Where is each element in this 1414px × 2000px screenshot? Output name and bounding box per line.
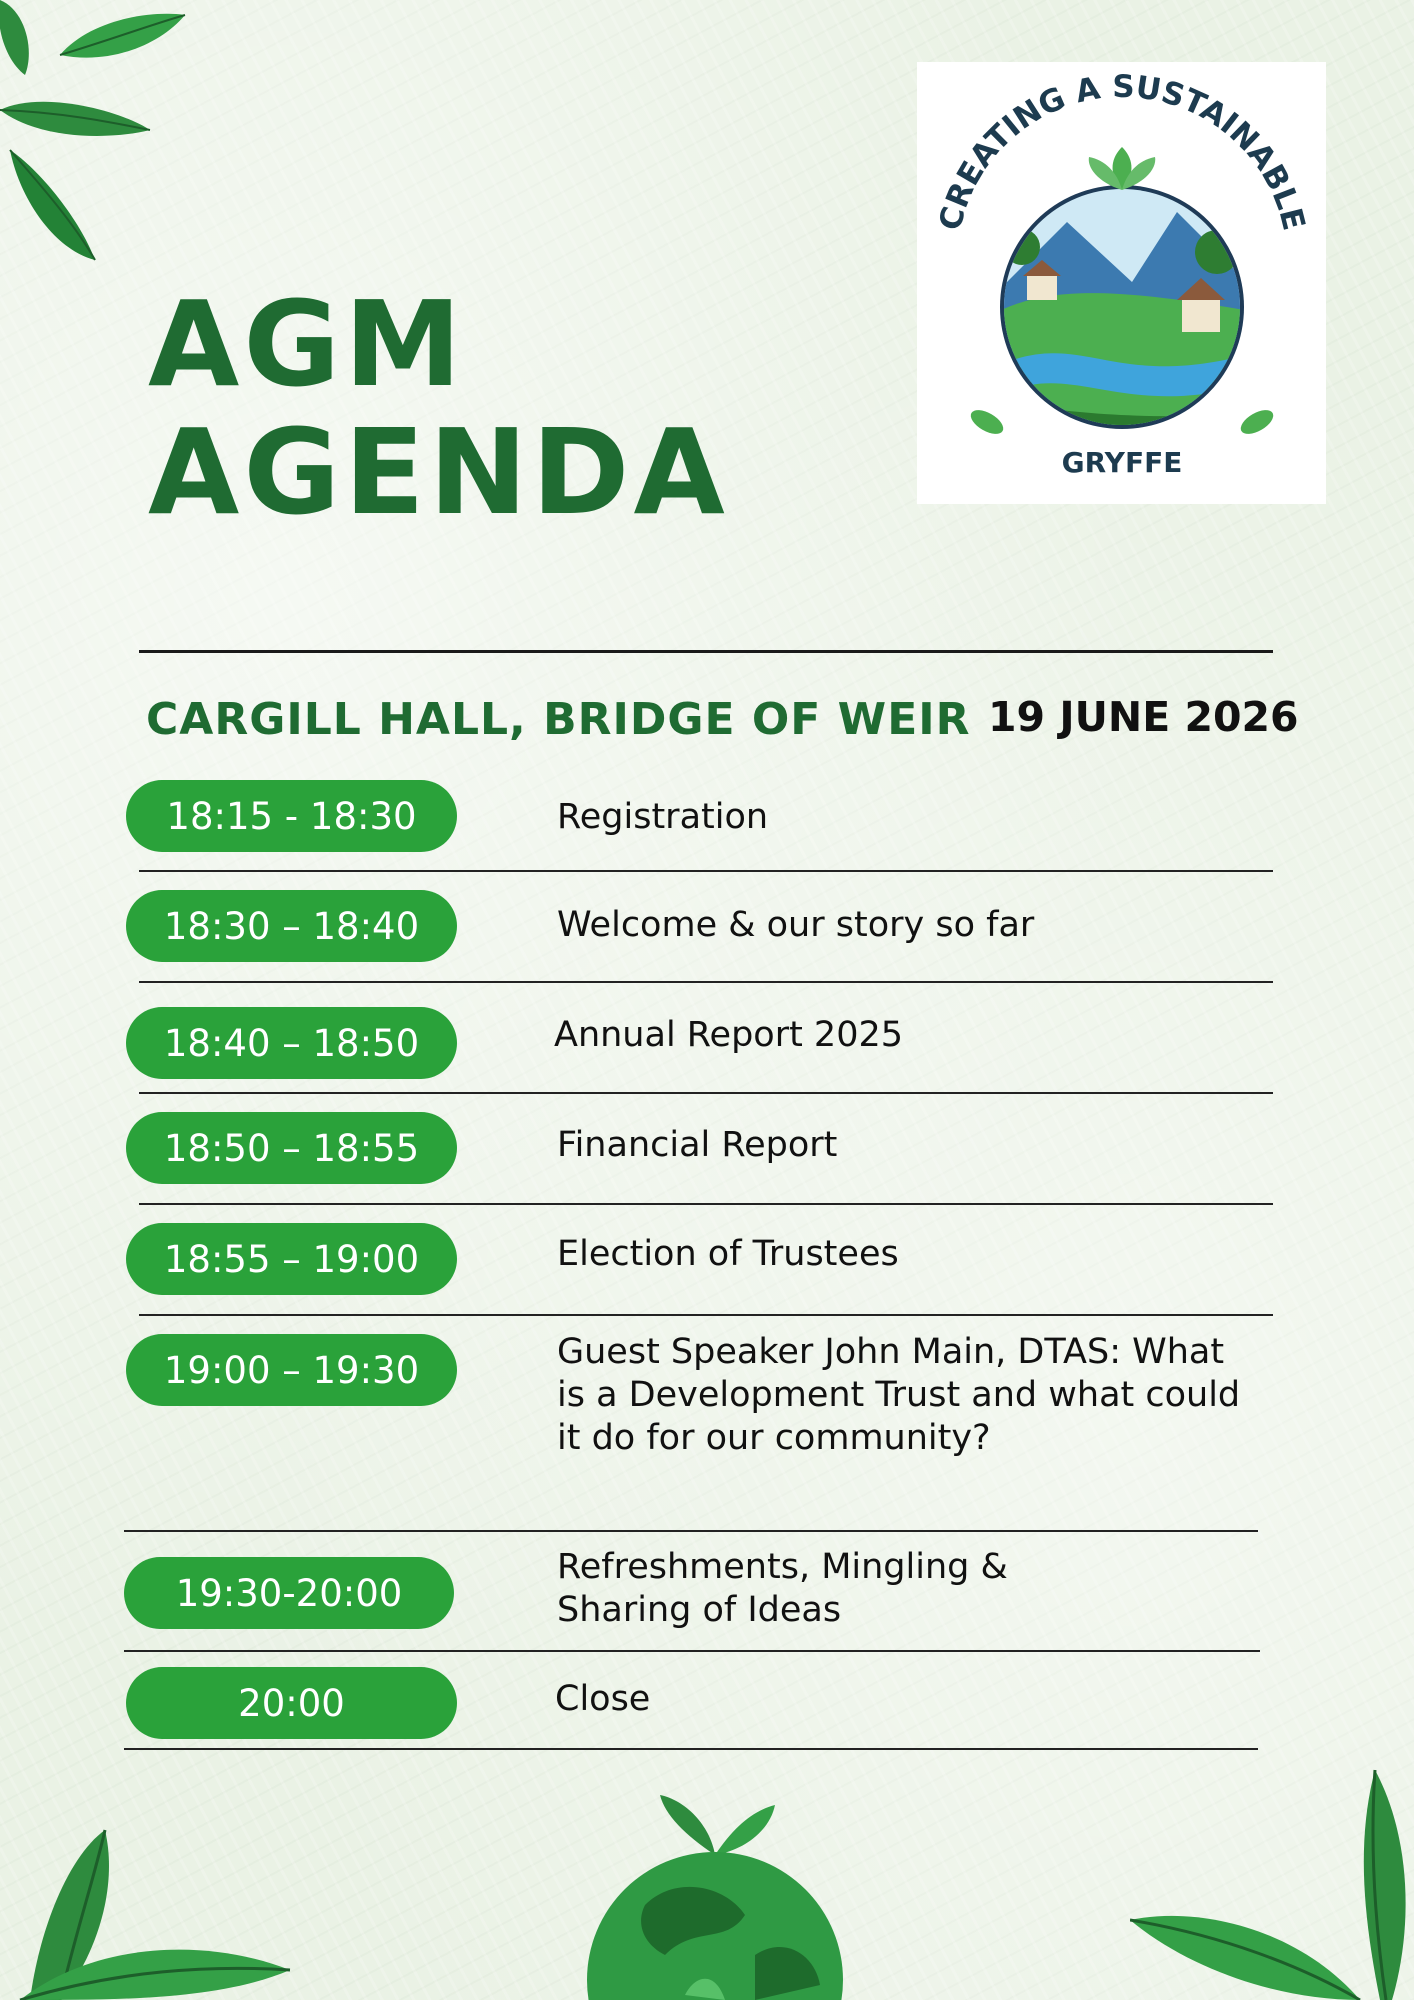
divider [139,1314,1273,1316]
time-pill: 18:40 – 18:50 [126,1007,457,1079]
logo [917,62,1326,504]
divider [139,981,1273,983]
leaf-icon [1130,1755,1414,2000]
agenda-item: Welcome & our story so far [557,905,1035,945]
time-pill: 18:15 - 18:30 [126,780,457,852]
agenda-item: Financial Report [557,1125,838,1165]
time-pill: 19:30-20:00 [124,1557,454,1629]
venue: CARGILL HALL, BRIDGE OF WEIR [146,694,971,745]
event-date: 19 JUNE 2026 [988,693,1299,741]
agenda-item: Close [555,1679,651,1719]
agenda-item: Guest Speaker John Main, DTAS: What is a Development Trust and what could it do for our community? [557,1332,1241,1458]
divider [124,1748,1258,1750]
agenda-item: Registration [557,797,769,837]
title-agm: AGM [148,275,466,413]
time-pill: 18:55 – 19:00 [126,1223,457,1295]
agenda-item: Refreshments, Mingling & Sharing of Ideas [557,1547,1008,1630]
time-pill: 19:00 – 19:30 [126,1334,457,1406]
globe-icon [575,1755,855,2000]
header-rule [139,650,1273,653]
divider [124,1530,1258,1532]
agenda-item: Election of Trustees [557,1234,899,1274]
time-pill: 18:30 – 18:40 [126,890,457,962]
leaf-icon [0,0,190,270]
logo-arc-text: CREATING A SUSTAINABLE [932,68,1312,234]
leaf-icon [0,1755,300,2000]
time-pill: 18:50 – 18:55 [126,1112,457,1184]
time-pill: 20:00 [126,1667,457,1739]
title-agenda: AGENDA [148,403,729,541]
divider [139,1092,1273,1094]
divider [139,1203,1273,1205]
agenda-item: Annual Report 2025 [554,1015,904,1055]
logo-bottom-text: GRYFFE [1061,446,1183,479]
divider [139,870,1273,872]
divider [124,1650,1260,1652]
